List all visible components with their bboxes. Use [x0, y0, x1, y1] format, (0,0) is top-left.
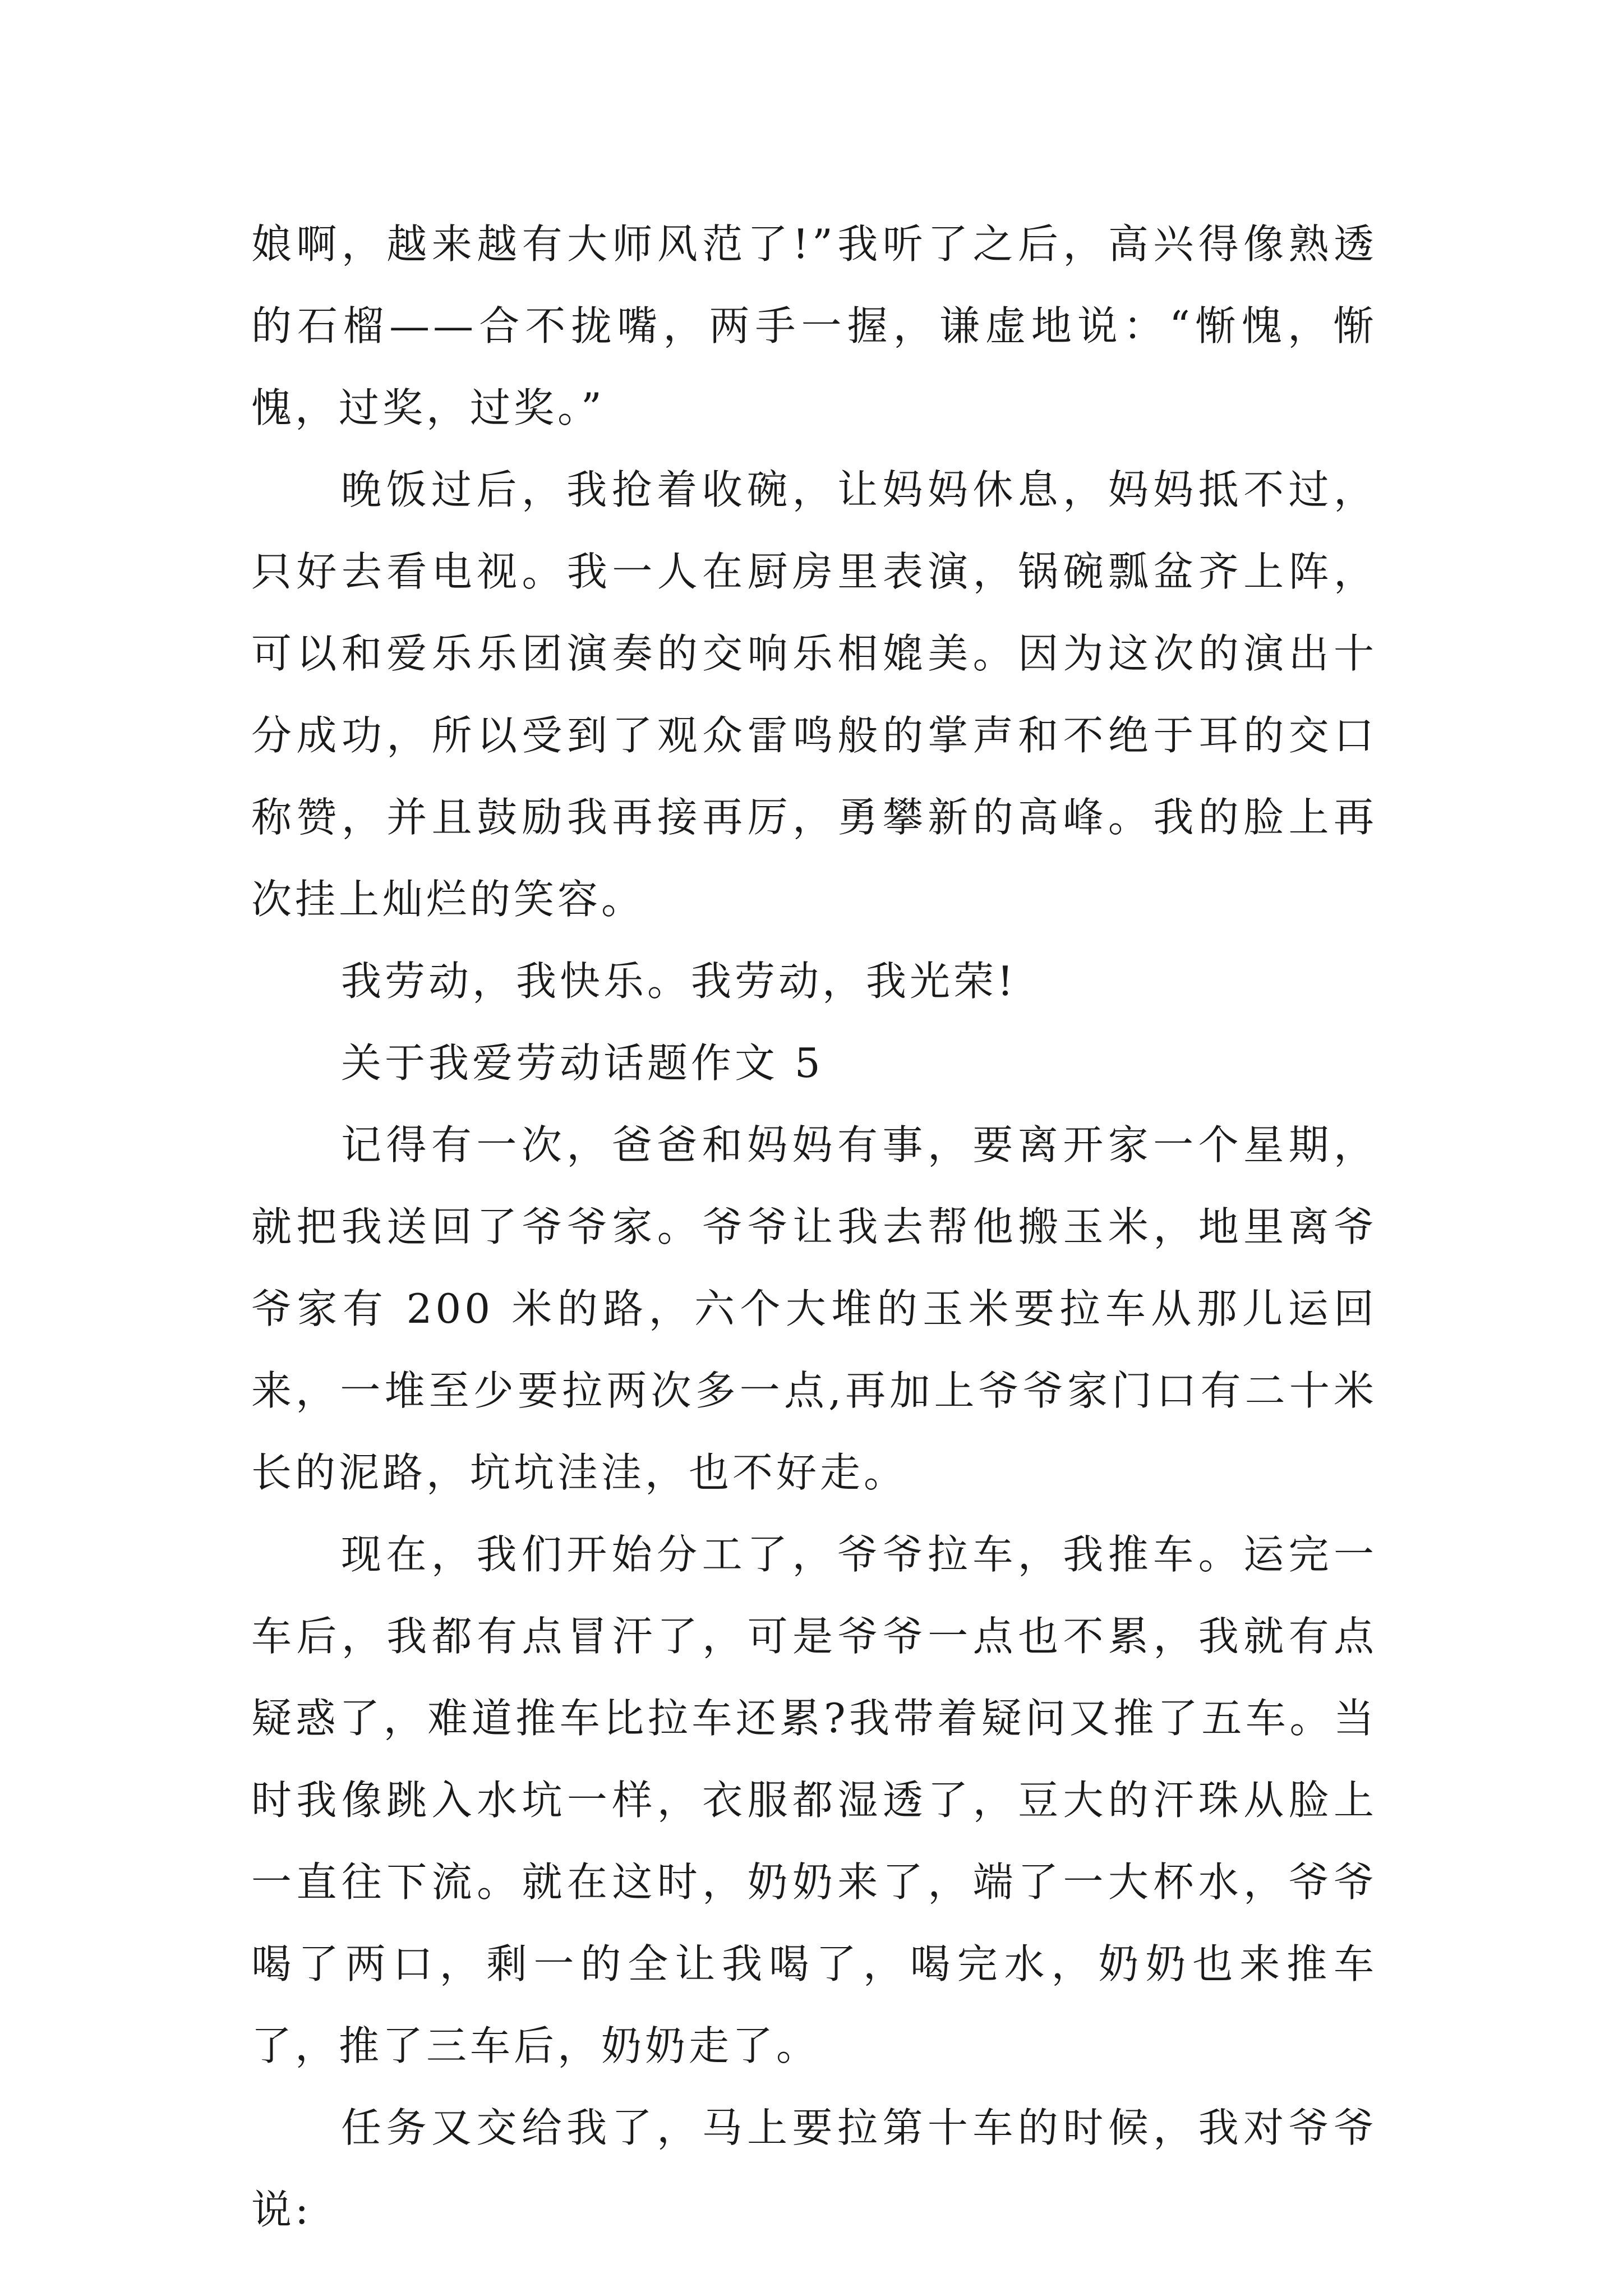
section-heading: 关于我爱劳动话题作文 5: [341, 1039, 824, 1087]
paragraph-continuation: 娘啊，越来越有大师风范了!”我听了之后，高兴得像熟透的石榴——合不拢嘴，两手一握，谦虚地说：“惭愧，惭愧，过奖，过奖。”: [251, 220, 1377, 431]
paragraph-conclusion: 我劳动，我快乐。我劳动，我光荣!: [341, 958, 1017, 1005]
paragraph-dinner: 晚饭过后，我抢着收碗，让妈妈休息，妈妈抵不过，只好去看电视。我一人在厨房里表演，锅碗瓢盆齐上阵，可以和爱乐乐团演奏的交响乐相媲美。因为这次的演出十分成功，所以受到了观众雷鸣般的掌声和不绝于耳的交口称赞，并且鼓励我再接再厉，勇攀新的高峰。我的脸上再次挂上灿烂的笑容。: [251, 466, 1377, 923]
paragraph-grandpa: 记得有一次，爸爸和妈妈有事，要离开家一个星期，就把我送回了爷爷家。爷爷让我去帮他搬玉米，地里离爷爷家有 200 米的路，六个大堆的玉米要拉车从那儿运回来，一堆至少要拉两次多一点,再加上爷爷家门口有二十米长的泥路，坑坑洼洼，也不好走。: [251, 1121, 1377, 1496]
document-body: [251, 203, 1377, 2251]
paragraph-work: 现在，我们开始分工了，爷爷拉车，我推车。运完一车后，我都有点冒汗了，可是爷爷一点也不累，我就有点疑惑了，难道推车比拉车还累?我带着疑问又推了五车。当时我像跳入水坑一样，衣服都湿透了，豆大的汗珠从脸上一直往下流。就在这时，奶奶来了，端了一大杯水，爷爷喝了两口，剩一的全让我喝了，喝完水，奶奶也来推车了，推了三车后，奶奶走了。: [251, 1531, 1377, 2069]
paragraph-task: 任务又交给我了，马上要拉第十车的时候，我对爷爷说:: [251, 2104, 1377, 2233]
